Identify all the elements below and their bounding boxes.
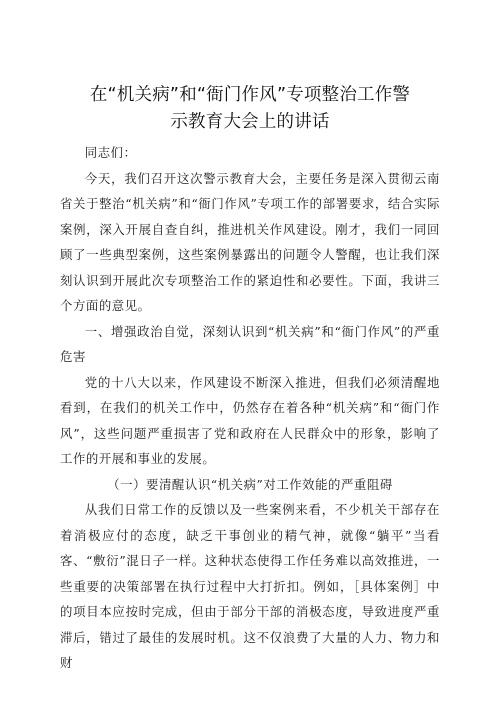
title-line-1: 在“机关病”和“衙门作风”专项整治工作警 bbox=[89, 85, 411, 105]
document-title bbox=[60, 82, 440, 136]
subsection-1-heading: （一）要清醒认识“机关病”对工作效能的严重阻碍 bbox=[107, 476, 393, 492]
intro-paragraph: 今天，我们召开这次警示教育大会，主要任务是深入贯彻云南省关于整治“机关病”和“衙门作风”专项工作的部署要求，结合实际案例，深入开展自查自纠，推进机关作风建设。刚才，我们一同回顾了一些典型案例，这些案例暴露出的问题令人警醒，也让我们深刻认识到开展此次专项整治工作的紧迫性和必要性。下面，我讲三个方面的意见。 bbox=[60, 170, 440, 313]
section-1-heading: 一、增强政治自觉，深刻认识到“机关病”和“衙门作风”的严重危害 bbox=[60, 323, 440, 364]
section-1-paragraph: 党的十八大以来，作风建设不断深入推进，但我们必须清醒地看到，在我们的机关工作中，仍然存在着各种“机关病”和“衙门作风”，这些问题严重损害了党和政府在人民群众中的形象，影响了工作的开展和事业的发展。 bbox=[60, 374, 440, 466]
subsection-1-paragraph: 从我们日常工作的反馈以及一些案例来看，不少机关干部存在着消极应付的态度，缺乏干事创业的精气神，就像“躺平”当看客、“敷衍”混日子一样。这种状态使得工作任务难以高效推进，一些重要的决策部署在执行过程中大打折扣。例如，［具体案例］中的项目本应按时完成，但由于部分干部的消极态度，导致进度严重滞后，错过了最佳的发展时机。这不仅浪费了大量的人力、物力和财 bbox=[60, 502, 440, 670]
salutation: 同志们： bbox=[84, 145, 137, 160]
title-line-2: 示教育大会上的讲话 bbox=[170, 112, 330, 132]
